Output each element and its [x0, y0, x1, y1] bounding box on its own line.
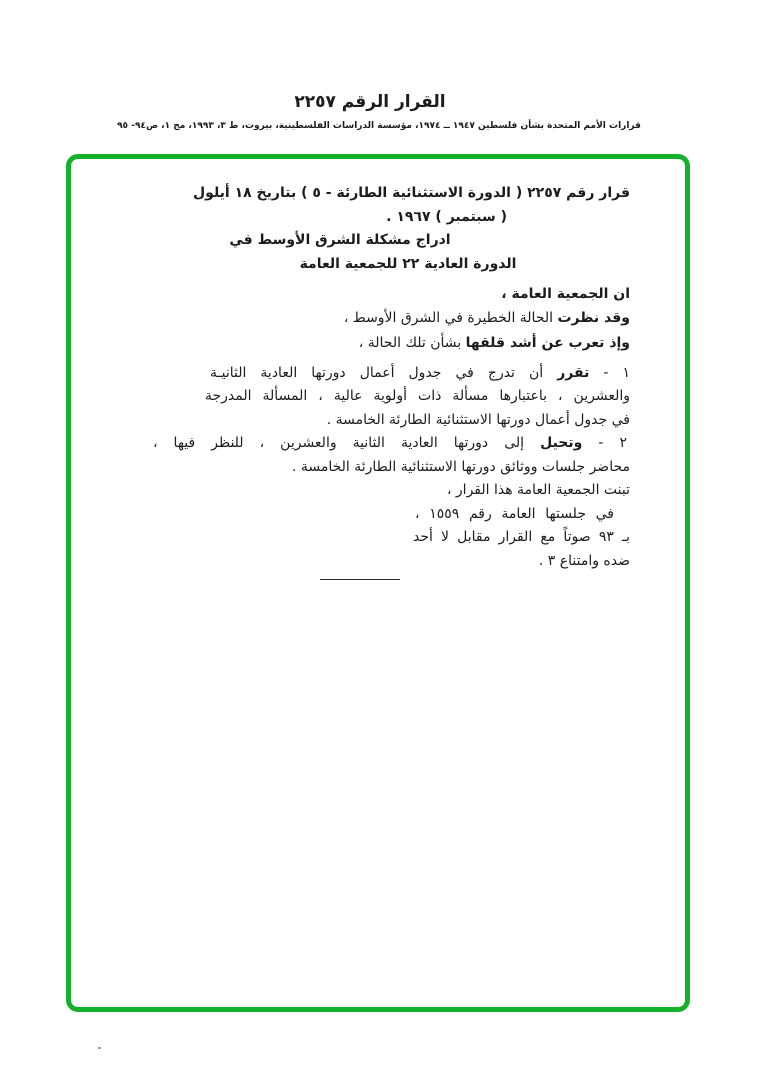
page-speck	[98, 1047, 101, 1049]
clause2-line1-rest: إلى دورتها العادية الثانية والعشرين ، للنظر فيها ،	[153, 435, 541, 451]
resolution-intro-line1: قرار رقم ٢٢٥٧ ( الدورة الاستثنائية الطارئة - ٥ ) بتاريخ ١٨ أيلول	[193, 185, 630, 201]
preamble-line2-lead: وقد نظرت	[557, 309, 630, 326]
preamble-line3	[150, 332, 630, 356]
clause2-line2: محاضر جلسات ووثائق دورتها الاستثنائية الطارئة الخامسة .	[291, 458, 630, 475]
source-citation: قرارات الأمم المتحدة بشأن فلسطين ١٩٤٧ ــ ١٩٧٤، مؤسسة الدراسات الفلسطينية، بيروت، ط ٣، ١٩٩٣، مج ١، ص٩٤- ٩٥	[117, 121, 641, 131]
resolution-heading-line1: ادراج مشكلة الشرق الأوسط في	[229, 232, 451, 248]
preamble-line2	[150, 307, 630, 331]
resolution-intro-line2: ( سبتمبر ) ١٩٦٧ .	[386, 208, 507, 225]
adoption-line3: بـ ٩٣ صوتاً مع القرار مقابل لا أحد	[413, 529, 630, 545]
preamble-line2-rest: الحالة الخطيرة في الشرق الأوسط ،	[343, 309, 558, 326]
resolution-heading-line2: الدورة العادية ٢٢ للجمعية العامة	[299, 255, 517, 272]
adoption-line2: في جلستها العامة رقم ١٥٥٩ ،	[415, 505, 615, 522]
clause2-line1	[150, 432, 630, 456]
clause1-line2: والعشرين ، باعتبارها مسألة ذات أولوية عالية ، المسألة المدرجة	[205, 388, 630, 404]
clause1-line1	[150, 362, 630, 386]
clause1-lead: تقرر	[557, 364, 590, 381]
clause2-number: ٢ -	[582, 435, 628, 451]
clause1-number: ١ -	[589, 364, 631, 381]
resolution-body	[150, 182, 630, 580]
page-title: القرار الرقم ٢٢٥٧	[294, 92, 446, 112]
clause1-line1-rest: أن تدرج في جدول أعمال دورتها العادية الثانيـة	[210, 364, 558, 381]
adoption-line1: تبنت الجمعية العامة هذا القرار ،	[446, 482, 630, 498]
clause1-line3: في جدول أعمال دورتها الاستثنائية الطارئة الخامسة .	[326, 411, 630, 428]
preamble-line1: ان الجمعية العامة ،	[501, 286, 630, 302]
preamble-line3-rest: بشأن تلك الحالة ،	[358, 335, 466, 351]
clause2-lead: وتحيل	[540, 435, 583, 451]
adoption-line4: ضده وامتناع ٣ .	[538, 552, 630, 569]
preamble-line3-lead: وإذ تعرب عن أشد قلقها	[465, 335, 630, 351]
end-divider-line	[320, 579, 400, 580]
